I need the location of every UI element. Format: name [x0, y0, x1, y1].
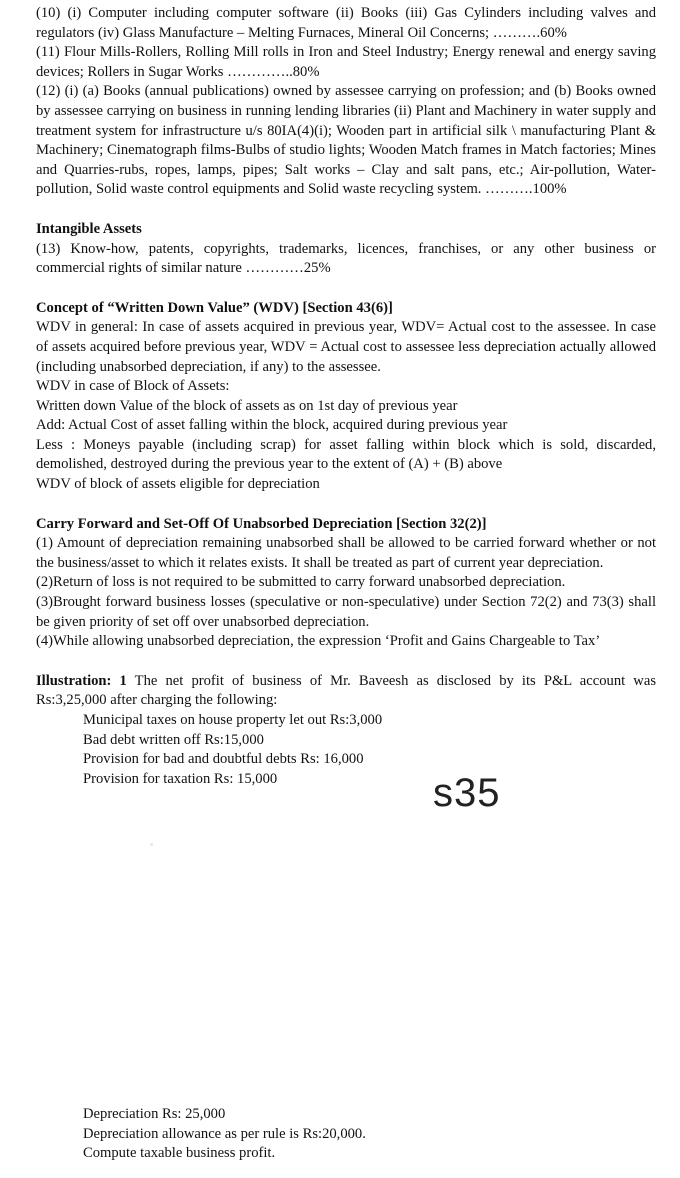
carry-point-4: (4)While allowing unabsorbed depreciation, the expression ‘Profit and Gains Chargeable to Tax’	[36, 633, 601, 650]
carry-forward-heading: Carry Forward and Set-Off Of Unabsorbed Depreciation [Section 32(2)]	[36, 515, 487, 532]
wdv-general: WDV in general: In case of assets acquired in previous year, WDV= Actual cost to the assessee. In case of assets acquired before previous year, WDV = Actual cost to assessee less depreciation actually allowed (including unabsorbed depreciation, if any) to the assessee.	[36, 319, 656, 375]
charge-item: Bad debt written off Rs:15,000	[83, 731, 264, 748]
wdv-line-less: Less : Moneys payable (including scrap) for asset falling within block which is sold, discarded, demolished, destroyed during the previous year to the extent of (A) + (B) above	[36, 436, 656, 473]
item-12: (12) (i) (a) Books (annual publications) owned by assessee carrying on profession; and (b) Books owned by assessee carrying on business in running lending libraries (ii) Plant and Machinery in water supply and treatment system for infrastructure u/s 80IA(4)(i); Wooden part in artificial silk \ manufacturing Plant & Machinery; Cinematograph films-Bulbs of studio lights; Wooden Match frames in Match factories; Mines and Quarries-rubs, ropes, lamps, pipes; Salt works – Clay and salt pans, etc.; Air-pollution, Water-pollution, Solid waste control equipments and Solid waste recycling system. ……….100%	[36, 83, 656, 198]
illustration-text: The net profit of business of Mr. Baveesh as disclosed by its P&L account was Rs:3,25,000 after charging the following:	[36, 672, 656, 709]
charge-item: Provision for bad and doubtful debts Rs: 16,000	[83, 751, 364, 768]
intangible-heading: Intangible Assets	[36, 220, 142, 237]
illustration-label: Illustration: 1	[36, 672, 127, 689]
charge-item: Depreciation allowance as per rule is Rs:20,000.	[83, 1125, 366, 1142]
carry-point-2: (2)Return of loss is not required to be submitted to carry forward unabsorbed depreciation.	[36, 574, 566, 591]
question-text: Compute taxable business profit.	[83, 1145, 276, 1162]
item-10: (10) (i) Computer including computer software (ii) Books (iii) Gas Cylinders including valves and regulators (iv) Glass Manufacture – Melting Furnaces, Mineral Oil Concerns; ……….60%	[36, 5, 656, 41]
charge-item: Municipal taxes on house property let out Rs:3,000	[83, 712, 383, 728]
more-charges-list	[83, 1105, 366, 1164]
page-speck	[150, 843, 153, 846]
document-page	[36, 4, 656, 789]
wdv-block-title: WDV in case of Block of Assets:	[36, 378, 230, 395]
carry-point-1: (1) Amount of depreciation remaining unabsorbed shall be allowed to be carried forward whether or not the business/asset to which it relates exists. It shall be treated as part of current year depreciation.	[36, 535, 656, 571]
carry-point-3: (3)Brought forward business losses (speculative or non-speculative) under Section 72(2) and 73(3) shall be given priority of set off over unabsorbed depreciation.	[36, 594, 656, 630]
item-11: (11) Flour Mills-Rollers, Rolling Mill rolls in Iron and Steel Industry; Energy renewal and energy saving devices; Rollers in Sugar Works …………..80%	[36, 44, 656, 80]
handwritten-stamp: s35	[433, 771, 501, 815]
item-13: (13) Know-how, patents, copyrights, trademarks, licences, franchises, or any other business or commercial rights of similar nature …………25%	[36, 240, 656, 277]
charge-item: Provision for taxation Rs: 15,000	[83, 770, 278, 787]
charge-item: Depreciation Rs: 25,000	[83, 1106, 226, 1122]
wdv-line-result: WDV of block of assets eligible for depreciation	[36, 476, 320, 493]
wdv-line-opening: Written down Value of the block of assets as on 1st day of previous year	[36, 397, 458, 414]
wdv-heading: Concept of “Written Down Value” (WDV) [Section 43(6)]	[36, 299, 393, 316]
wdv-line-add: Add: Actual Cost of asset falling within the block, acquired during previous year	[36, 417, 508, 434]
illustration-intro	[36, 672, 656, 711]
charges-list	[36, 711, 656, 789]
